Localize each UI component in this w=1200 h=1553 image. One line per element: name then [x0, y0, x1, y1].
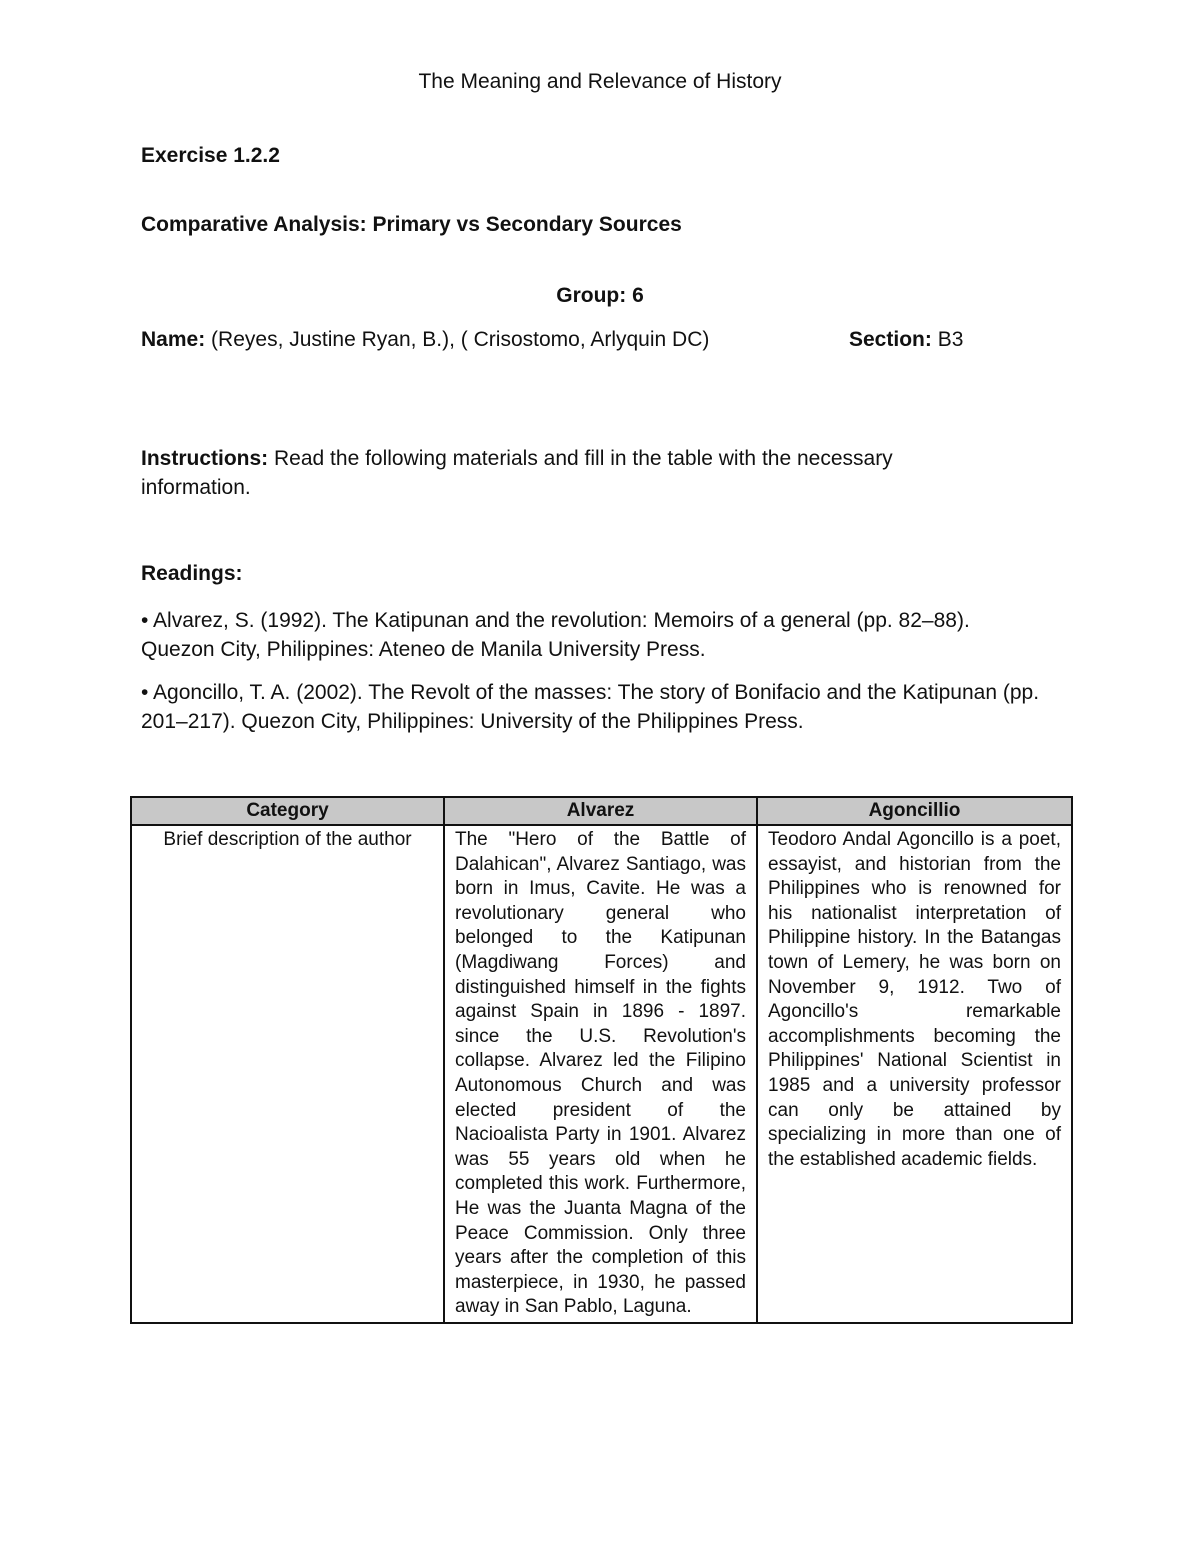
category-cell: Brief description of the author [131, 825, 444, 1323]
exercise-heading: Exercise 1.2.2 [141, 144, 280, 167]
comparison-table [130, 796, 1073, 1324]
header-agoncillio: Agoncillio [757, 797, 1072, 825]
reading-item: • Agoncillo, T. A. (2002). The Revolt of the masses: The story of Bonifacio and the Katipunan (pp. 201–217). Quezon City, Philippines: University of the Philippines Press. [141, 681, 1040, 733]
section-value: B3 [937, 328, 964, 351]
readings-heading: Readings: [141, 562, 243, 585]
reading-item: • Alvarez, S. (1992). The Katipunan and the revolution: Memoirs of a general (pp. 82–88). Quezon City, Philippines: Ateneo de Manila University Press. [141, 609, 970, 661]
table-header-row [131, 797, 1072, 825]
instructions-text: Read the following materials and fill in the table with the necessary information. [141, 447, 893, 499]
name-line [141, 328, 981, 352]
section-field [849, 328, 963, 352]
section-label: Section: [849, 328, 932, 351]
instructions-paragraph [141, 444, 1001, 502]
group-value: 6 [632, 284, 644, 307]
agoncillo-cell: Teodoro Andal Agoncillo is a poet, essayist, and historian from the Philippines who is renowned for his nationalist interpretation of Philippine history. In the Batangas town of Lemery, he was born on November 9, 1912. Two of Agoncillo's remarkable accomplishments becoming the Philippines' National Scientist in 1985 and a university professor can only be attained by specializing in more than one of the established academic fields. [757, 825, 1072, 1323]
group-line [0, 284, 1200, 308]
analysis-subtitle: Comparative Analysis: Primary vs Secondary Sources [141, 213, 682, 236]
group-label: Group: [556, 284, 627, 307]
page-title: The Meaning and Relevance of History [418, 70, 782, 93]
alvarez-cell: The "Hero of the Battle of Dalahican", Alvarez Santiago, was born in Imus, Cavite. He was a revolutionary general who belonged to the Katipunan (Magdiwang Forces) and distinguished himself in the fights against Spain in 1896 - 1897. since the U.S. Revolution's collapse. Alvarez led the Filipino Autonomous Church and was elected president of the Nacioalista Party in 1901. Alvarez was 55 years old when he completed this work. Furthermore, He was the Juanta Magna of the Peace Commission. Only three years after the completion of this masterpiece, in 1930, he passed away in San Pablo, Laguna. [444, 825, 757, 1323]
header-category: Category [131, 797, 444, 825]
name-value: (Reyes, Justine Ryan, B.), ( Crisostomo, Arlyquin DC) [211, 328, 710, 351]
table-row [131, 825, 1072, 1323]
instructions-label: Instructions: [141, 447, 269, 470]
header-alvarez: Alvarez [444, 797, 757, 825]
name-label: Name: [141, 328, 206, 351]
